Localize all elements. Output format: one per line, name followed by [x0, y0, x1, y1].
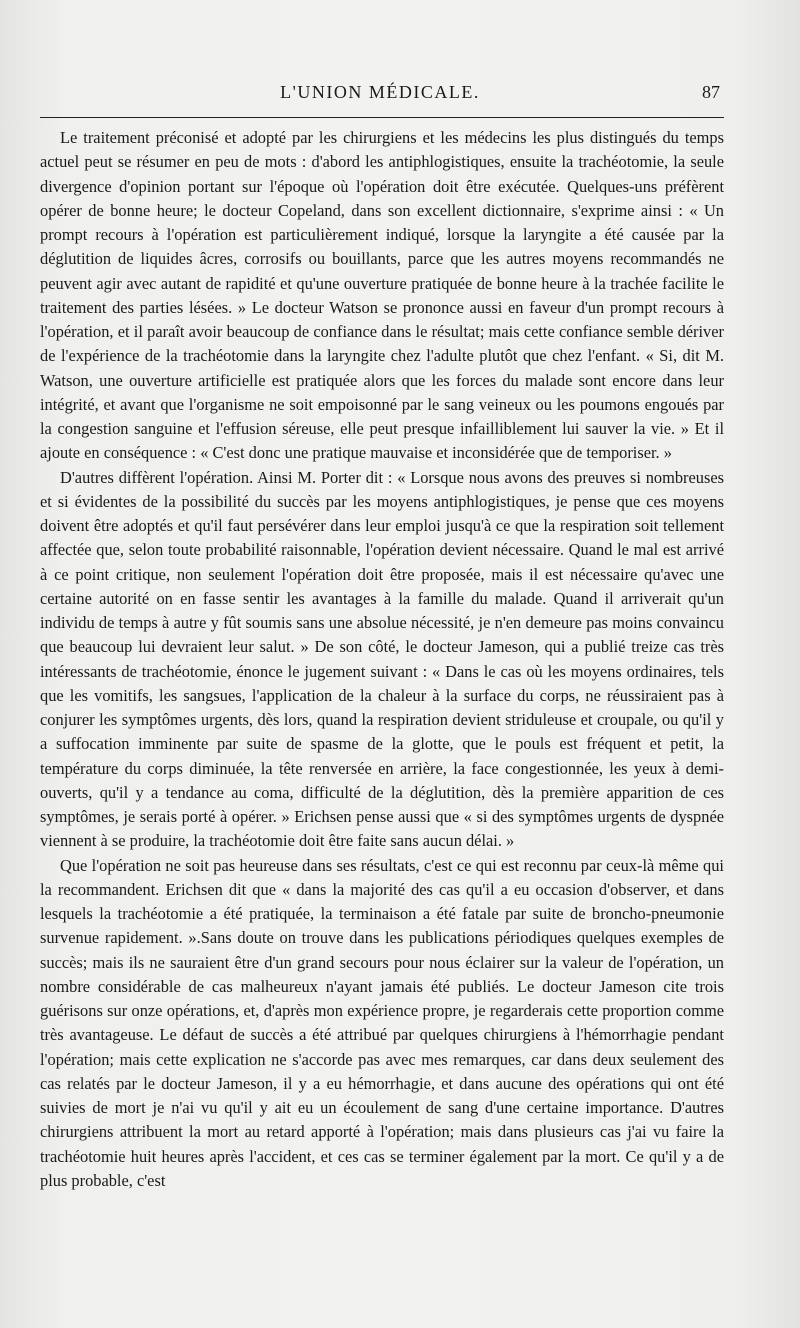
paragraph-delay: D'autres diffèrent l'opération. Ainsi M. Porter dit : « Lorsque nous avons des preuves si nombreuses et si évidentes de la possibilité du succès par les moyens antiphlogistiques, je pense que ces moyens doivent être adoptés et qu'il faut persévérer dans leur emploi jusqu'à ce que la respiration soit tellement affectée que, selon toute probabilité raisonnable, l'opération devient nécessaire. Quand le mal est arrivé à ce point critique, non seulement l'opération doit être proposée, mais il est nécessaire qu'avec une certaine autorité on en fasse sentir les avantages à la famille du malade. Quand il arriverait qu'un individu de temps à autre y fût soumis sans une absolue nécessité, je n'en demeure pas moins convaincu que beaucoup lui devraient leur salut. » De son côté, le docteur Jameson, qui a publié treize cas très intéressants de trachéotomie, énonce le jugement suivant : « Dans le cas où les moyens ordinaires, tels que les vomitifs, les sangsues, l'application de la chaleur à la surface du corps, ne réussiraient pas à conjurer les symptômes urgents, dès lors, quand la respiration devient striduleuse et croupale, ou qu'il y a suffocation imminente par suite de spasme de la glotte, que le pouls est fréquent et petit, la température du corps diminuée, la tête renversée en arrière, la face congestionnée, les yeux à demi-ouverts, qu'il y a tendance au coma, difficulté de la déglutition, dès la première apparition de ces symptômes, je serais porté à opérer. » Erichsen pense aussi que « si des symptômes urgents de dyspnée viennent à se produire, la trachéotomie doit être faite sans aucun délai. »	[40, 467, 724, 851]
paragraph-results: Que l'opération ne soit pas heureuse dans ses résultats, c'est ce qui est reconnu par ceux-là même qui la recommandent. Erichsen dit que « dans la majorité des cas qu'il a eu occasion d'observer, et dans lesquels la trachéotomie a été pratiquée, la terminaison a été fatale par suite de broncho-pneumonie survenue rapidement. ».Sans doute on trouve dans les publications périodiques quelques exemples de succès; mais ils ne sauraient être d'un grand secours pour nous éclairer sur la valeur de l'opération, un nombre considérable de cas malheureux n'ayant jamais été publiés. Le docteur Jameson cite trois guérisons sur onze opérations, et, d'après mon expérience propre, je regarderais cette proportion comme très avantageuse. Le défaut de succès a été attribué par quelques chirurgiens à l'hémorrhagie pendant l'opération; mais cette explication ne s'accorde pas avec mes remarques, car dans deux seulement des cas relatés par le docteur Jameson, il y a eu hémorrhagie, et dans aucune des opérations qui ont été suivies de mort je n'ai vu qu'il y ait eu un écoulement de sang d'une certaine importance. D'autres chirurgiens attribuent la mort au retard apporté à l'opération; mais dans plusieurs cas j'ai vu faire la trachéotomie huit heures après l'accident, et ces cas se terminer également par la mort. Ce qu'il y a de plus probable, c'est	[40, 855, 724, 1190]
page-number: 87	[702, 82, 720, 102]
body-text	[40, 126, 724, 1193]
paragraph-treatment: Le traitement préconisé et adopté par les chirurgiens et les médecins les plus distingués du temps actuel peut se résumer en peu de mots : d'abord les antiphlogistiques, ensuite la trachéotomie, la seule divergence d'opinion portant sur l'époque où l'opération doit être exécutée. Quelques-uns préfèrent opérer de bonne heure; le docteur Copeland, dans son excellent dictionnaire, s'exprime ainsi : « Un prompt recours à l'opération est particulièrement indiqué, lorsque la laryngite a été causée par la déglutition de liquides âcres, corrosifs ou bouillants, parce que les autres moyens recommandés ne peuvent agir avec autant de rapidité et qu'une ouverture pratiquée de bonne heure à la trachée facilite le traitement des parties lésées. » Le docteur Watson se prononce aussi en faveur d'un prompt recours à l'opération, et il paraît avoir beaucoup de confiance dans le résultat; mais cette confiance semble dériver de l'expérience de la trachéotomie dans la laryngite chez l'adulte plutôt que chez l'enfant. « Si, dit M. Watson, une ouverture artificielle est pratiquée alors que les forces du malade sont encore dans leur intégrité, et avant que l'organisme ne soit empoisonné par le sang veineux ou les poumons engoués par la congestion sanguine et l'effusion séreuse, elle peut presque infailliblement lui sauver la vie. » Et il ajoute en conséquence : « C'est donc une pratique mauvaise et inconsidérée que de temporiser. »	[40, 128, 724, 463]
running-header	[40, 82, 720, 112]
header-rule	[40, 117, 724, 118]
journal-title: L'UNION MÉDICALE.	[280, 82, 480, 102]
